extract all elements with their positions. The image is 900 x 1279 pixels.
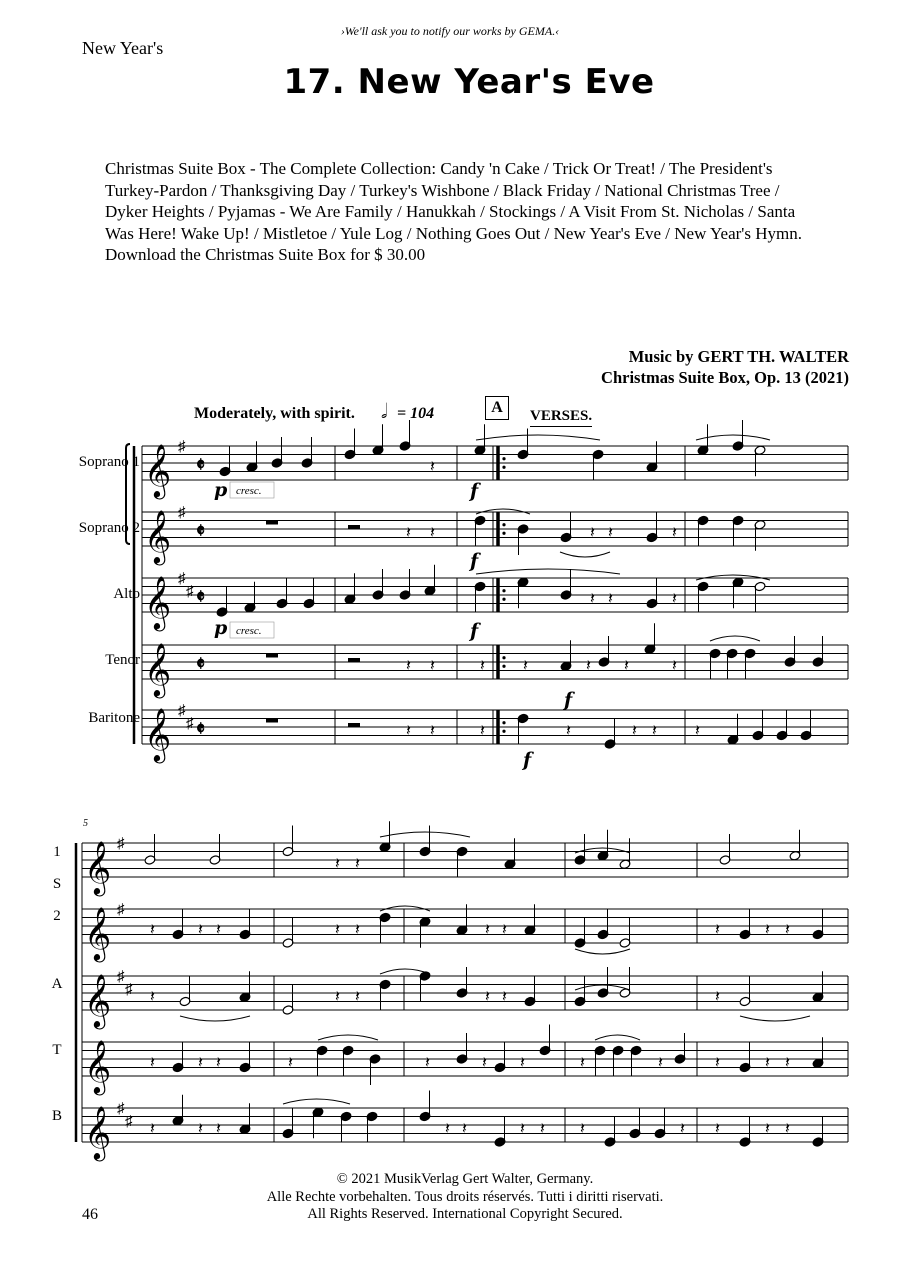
rest-icon: 𝄽 xyxy=(406,722,411,740)
slur xyxy=(560,552,610,557)
treble-clef-icon: 𝄞 xyxy=(144,443,172,497)
common-time-icon: 𝄵 xyxy=(196,584,205,609)
rest-icon: 𝄽 xyxy=(715,921,720,939)
rest-icon: 𝄽 xyxy=(765,1054,770,1072)
rest-icon: 𝄽 xyxy=(430,458,435,476)
running-header: New Year's xyxy=(82,38,164,58)
whole-rest-icon xyxy=(266,719,278,723)
rest-icon: 𝄽 xyxy=(150,1054,155,1072)
sharp-icon: ♯ xyxy=(186,583,194,600)
treble-clef-icon: 𝄞 xyxy=(84,840,112,894)
slur xyxy=(318,1035,378,1040)
slur xyxy=(476,435,600,440)
instrument-label-short-b: B xyxy=(51,1108,62,1124)
rest-icon: 𝄽 xyxy=(485,988,490,1006)
rest-icon: 𝄽 xyxy=(608,524,613,542)
rest-icon: 𝄽 xyxy=(198,1054,203,1072)
common-time-icon: 𝄵 xyxy=(196,452,205,477)
instrument-label-short-1: 1 xyxy=(53,844,61,860)
repeat-dot xyxy=(502,589,505,592)
common-time-icon: 𝄵 xyxy=(196,716,205,741)
rest-icon: 𝄽 xyxy=(216,921,221,939)
rest-icon: 𝄽 xyxy=(430,657,435,675)
rest-icon: 𝄽 xyxy=(482,1054,487,1072)
rest-icon: 𝄽 xyxy=(502,988,507,1006)
instrument-label-short-a: A xyxy=(51,976,63,992)
rest-icon: 𝄽 xyxy=(680,1120,685,1138)
rest-icon: 𝄽 xyxy=(335,855,340,873)
rest-icon: 𝄽 xyxy=(462,1120,467,1138)
repeat-dot xyxy=(502,457,505,460)
treble-clef-icon: 𝄞 xyxy=(84,973,112,1027)
instrument-label-short-s: S xyxy=(52,876,62,892)
page-number: 46 xyxy=(82,1206,98,1223)
copyright-line: All Rights Reserved. International Copyright Secured. xyxy=(307,1206,623,1222)
dynamic-p: p xyxy=(214,617,228,639)
page-title: 17. New Year's Eve xyxy=(283,62,655,102)
rest-icon: 𝄽 xyxy=(425,1054,430,1072)
common-time-icon: 𝄵 xyxy=(196,651,205,676)
repeat-dot xyxy=(502,656,505,659)
rest-icon: 𝄽 xyxy=(406,524,411,542)
rest-icon: 𝄽 xyxy=(150,921,155,939)
rest-icon: 𝄽 xyxy=(715,1054,720,1072)
rest-icon: 𝄽 xyxy=(355,988,360,1006)
rest-icon: 𝄽 xyxy=(695,722,700,740)
instrument-label-baritone: Baritone xyxy=(88,710,140,726)
treble-clef-icon: 𝄞 xyxy=(144,642,172,696)
instrument-label-tenor: Tenor xyxy=(105,652,140,668)
dynamic-cresc: cresc. xyxy=(236,625,262,637)
slur xyxy=(476,569,620,574)
rest-icon: 𝄽 xyxy=(672,657,677,675)
dynamic-f: f xyxy=(470,480,479,502)
repeat-dot xyxy=(502,598,505,601)
repeat-dot xyxy=(502,721,505,724)
treble-clef-icon: 𝄞 xyxy=(144,707,172,761)
repeat-dot xyxy=(502,466,505,469)
measure-number: 5 xyxy=(83,818,88,829)
tempo-marking: Moderately, with spirit. xyxy=(194,405,355,422)
whole-rest-icon xyxy=(266,521,278,525)
slur xyxy=(283,1099,350,1104)
repeat-dot xyxy=(502,523,505,526)
treble-clef-icon: 𝄞 xyxy=(84,1105,112,1159)
rehearsal-mark: A xyxy=(485,396,509,420)
rest-icon: 𝄽 xyxy=(502,921,507,939)
instrument-label-soprano-2: Soprano 2 xyxy=(78,520,140,536)
rest-icon: 𝄽 xyxy=(785,921,790,939)
half-rest-icon xyxy=(348,723,360,727)
dynamic-f: f xyxy=(564,689,573,711)
rest-icon: 𝄽 xyxy=(580,1054,585,1072)
half-rest-icon xyxy=(348,658,360,662)
sharp-icon: ♯ xyxy=(186,715,194,732)
brace-icon xyxy=(126,444,130,544)
rest-icon: 𝄽 xyxy=(590,590,595,608)
rest-icon: 𝄽 xyxy=(445,1120,450,1138)
sharp-icon: ♯ xyxy=(178,505,186,521)
rest-icon: 𝄽 xyxy=(480,722,485,740)
dynamic-p: p xyxy=(214,479,228,501)
slur xyxy=(380,832,470,837)
rest-icon: 𝄽 xyxy=(523,657,528,675)
rest-icon: 𝄽 xyxy=(355,921,360,939)
dynamic-cresc: cresc. xyxy=(236,485,262,497)
slur xyxy=(575,949,630,954)
copyright-line: © 2021 MusikVerlag Gert Walter, Germany. xyxy=(336,1171,594,1187)
repeat-dot xyxy=(502,532,505,535)
rest-icon: 𝄽 xyxy=(566,722,571,740)
slur xyxy=(740,1016,810,1021)
sharp-icon: ♯ xyxy=(178,703,186,719)
rest-icon: 𝄽 xyxy=(430,524,435,542)
music-by: Music by GERT TH. WALTER xyxy=(628,347,849,366)
rest-icon: 𝄽 xyxy=(198,1120,203,1138)
rest-icon: 𝄽 xyxy=(590,524,595,542)
instrument-label-short-t: T xyxy=(52,1042,62,1058)
rest-icon: 𝄽 xyxy=(652,722,657,740)
section-label: VERSES. xyxy=(530,408,592,427)
half-note-icon: 𝅗𝅥 xyxy=(381,401,388,423)
half-rest-icon xyxy=(348,525,360,529)
rest-icon: 𝄽 xyxy=(672,590,677,608)
rest-icon: 𝄽 xyxy=(335,921,340,939)
tempo-value: = 104 xyxy=(397,405,435,422)
rest-icon: 𝄽 xyxy=(658,1054,663,1072)
rest-icon: 𝄽 xyxy=(216,1120,221,1138)
whole-rest-icon xyxy=(266,654,278,658)
collection-description: Christmas Suite Box - The Complete Collection: Candy 'n Cake / Trick Or Treat! / The President's Turkey-Pardon / Thanksgiving Day / Turkey's Wishbone / Black Friday / National Christmas Tree / Dyker Heights / Pyjamas - We Are Family / Hanukkah / Stockings / A Visit From St. Nicholas / Santa Was Here! Wake Up! / Mistletoe / Yule Log / Nothing Goes Out / New Year's Eve / New Year's Hymn. Download the Christmas Suite Box for $ 30.00 xyxy=(105,159,802,264)
treble-clef-icon: 𝄞 xyxy=(84,1039,112,1093)
rest-icon: 𝄽 xyxy=(430,722,435,740)
slur xyxy=(380,906,430,911)
rest-icon: 𝄽 xyxy=(765,1120,770,1138)
gema-notice: ›We'll ask you to notify our works by GEMA.‹ xyxy=(340,24,560,38)
rest-icon: 𝄽 xyxy=(216,1054,221,1072)
rest-icon: 𝄽 xyxy=(520,1054,525,1072)
rest-icon: 𝄽 xyxy=(672,524,677,542)
rest-icon: 𝄽 xyxy=(785,1054,790,1072)
rest-icon: 𝄽 xyxy=(288,1054,293,1072)
rest-icon: 𝄽 xyxy=(586,657,591,675)
slur xyxy=(476,509,530,514)
sharp-icon: ♯ xyxy=(125,1113,133,1130)
rest-icon: 𝄽 xyxy=(520,1120,525,1138)
opus: Christmas Suite Box, Op. 13 (2021) xyxy=(601,368,849,387)
sharp-icon: ♯ xyxy=(125,981,133,998)
common-time-icon: 𝄵 xyxy=(196,518,205,543)
sharp-icon: ♯ xyxy=(117,902,125,918)
sharp-icon: ♯ xyxy=(178,439,186,455)
rest-icon: 𝄽 xyxy=(624,657,629,675)
rest-icon: 𝄽 xyxy=(765,921,770,939)
copyright-notice xyxy=(200,1171,730,1224)
sharp-icon: ♯ xyxy=(117,969,125,985)
rest-icon: 𝄽 xyxy=(632,722,637,740)
rest-icon: 𝄽 xyxy=(785,1120,790,1138)
sharp-icon: ♯ xyxy=(178,571,186,587)
instrument-label-short-2: 2 xyxy=(53,908,61,924)
rest-icon: 𝄽 xyxy=(540,1120,545,1138)
rest-icon: 𝄽 xyxy=(715,1120,720,1138)
slur xyxy=(595,1035,640,1040)
repeat-dot xyxy=(502,665,505,668)
instrument-label-alto: Alto xyxy=(113,586,140,602)
slur xyxy=(180,1016,250,1021)
rest-icon: 𝄽 xyxy=(406,657,411,675)
rest-icon: 𝄽 xyxy=(480,657,485,675)
treble-clef-icon: 𝄞 xyxy=(144,509,172,563)
sharp-icon: ♯ xyxy=(117,836,125,852)
rest-icon: 𝄽 xyxy=(485,921,490,939)
slur xyxy=(710,636,760,641)
rest-icon: 𝄽 xyxy=(355,855,360,873)
sharp-icon: ♯ xyxy=(117,1101,125,1117)
rest-icon: 𝄽 xyxy=(150,988,155,1006)
rest-icon: 𝄽 xyxy=(150,1120,155,1138)
rest-icon: 𝄽 xyxy=(580,1120,585,1138)
dynamic-f: f xyxy=(523,749,532,771)
rest-icon: 𝄽 xyxy=(715,988,720,1006)
rest-icon: 𝄽 xyxy=(198,921,203,939)
rest-icon: 𝄽 xyxy=(608,590,613,608)
treble-clef-icon: 𝄞 xyxy=(144,575,172,629)
dynamic-f: f xyxy=(470,620,479,642)
dynamic-f: f xyxy=(470,550,479,572)
instrument-label-soprano-1: Soprano 1 xyxy=(78,454,140,470)
repeat-dot xyxy=(502,730,505,733)
slur xyxy=(696,575,770,580)
copyright-line: Alle Rechte vorbehalten. Tous droits réservés. Tutti i diritti riservati. xyxy=(266,1188,664,1205)
treble-clef-icon: 𝄞 xyxy=(84,906,112,960)
rest-icon: 𝄽 xyxy=(335,988,340,1006)
